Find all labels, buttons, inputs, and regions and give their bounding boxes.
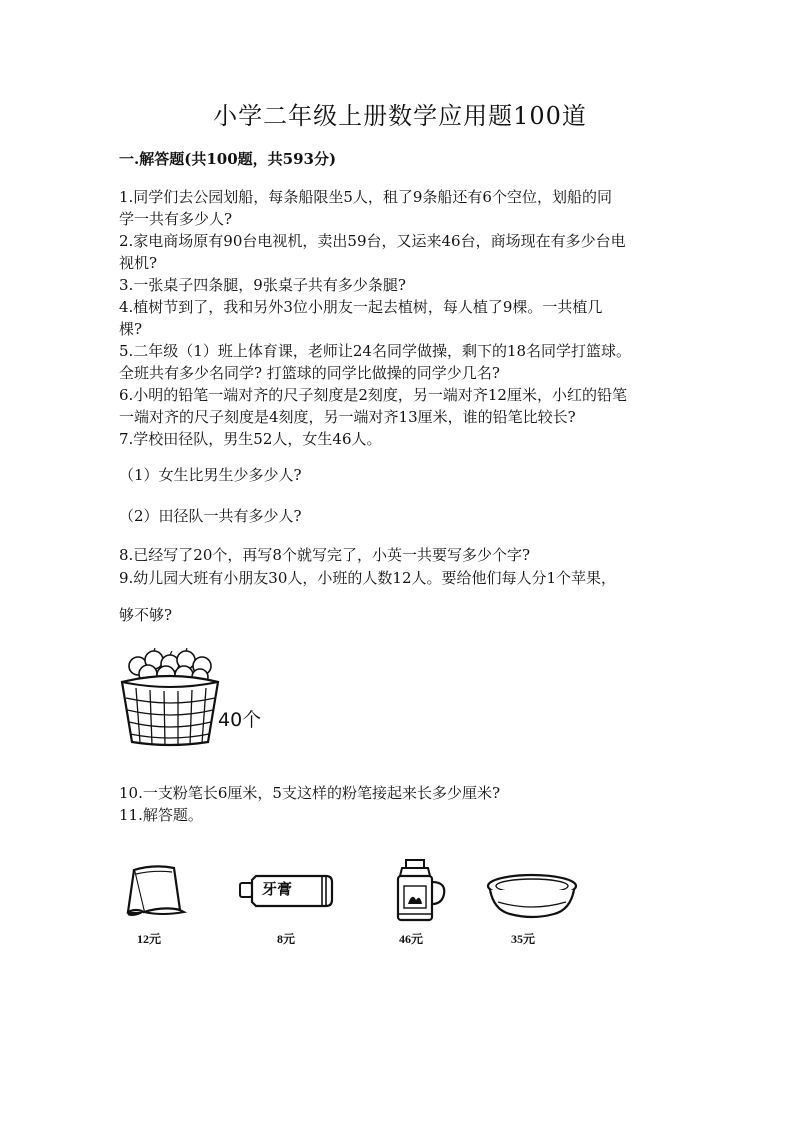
- apple-basket-icon: [118, 648, 222, 748]
- toothpaste-label: 牙膏: [262, 882, 293, 898]
- page-title: 小学二年级上册数学应用题100道: [213, 102, 587, 130]
- price-label: 8元: [277, 932, 296, 946]
- question-line: 3.一张桌子四条腿，9张桌子共有多少条腿?: [119, 276, 406, 294]
- question-line: 够不够?: [119, 606, 173, 624]
- question-line: 10.一支粉笔长6厘米，5支这样的粉笔接起来长多少厘米?: [119, 784, 500, 802]
- question-line: 8.已经写了20个，再写8个就写完了，小英一共要写多少个字?: [119, 546, 530, 564]
- q7-subquestion-1: （1）女生比男生少多少人?: [119, 466, 302, 484]
- question-line: 7.学校田径队，男生52人，女生46人。: [119, 430, 382, 448]
- question-line: 学一共有多少人?: [119, 210, 233, 228]
- section-heading: 一.解答题(共100题，共593分): [119, 150, 337, 168]
- question-line: 9.幼儿园大班有小朋友30人，小班的人数12人。要给他们每人分1个苹果，: [119, 569, 617, 587]
- price-label: 12元: [137, 932, 162, 946]
- question-line: 6.小明的铅笔一端对齐的尺子刻度是2刻度，另一端对齐12厘米，小红的铅笔: [119, 386, 627, 404]
- question-line: 全班共有多少名同学? 打篮球的同学比做操的同学少几名?: [119, 364, 500, 382]
- price-label: 35元: [511, 932, 536, 946]
- question-line: 1.同学们去公园划船，每条船限坐5人，租了9条船还有6个空位，划船的同: [119, 188, 612, 206]
- basket-count-label: 40个: [218, 709, 262, 731]
- question-line: 4.植树节到了，我和另外3位小朋友一起去植树，每人植了9棵。一共植几: [119, 298, 603, 316]
- question-line: 11.解答题。: [119, 806, 203, 824]
- towel-icon: [124, 862, 190, 920]
- price-label: 46元: [399, 932, 424, 946]
- question-line: 一端对齐的尺子刻度是4刻度，另一端对齐13厘米，谁的铅笔比较长?: [119, 408, 576, 426]
- question-line: 5.二年级（1）班上体育课，老师让24名同学做操，剩下的18名同学打篮球。: [119, 342, 632, 360]
- question-line: 棵?: [119, 320, 143, 338]
- question-line: 视机?: [119, 254, 158, 272]
- q7-subquestion-2: （2）田径队一共有多少人?: [119, 507, 302, 525]
- question-line: 2.家电商场原有90台电视机，卖出59台，又运来46台，商场现在有多少台电: [119, 232, 626, 250]
- thermos-icon: [392, 858, 450, 924]
- basin-icon: [484, 872, 580, 920]
